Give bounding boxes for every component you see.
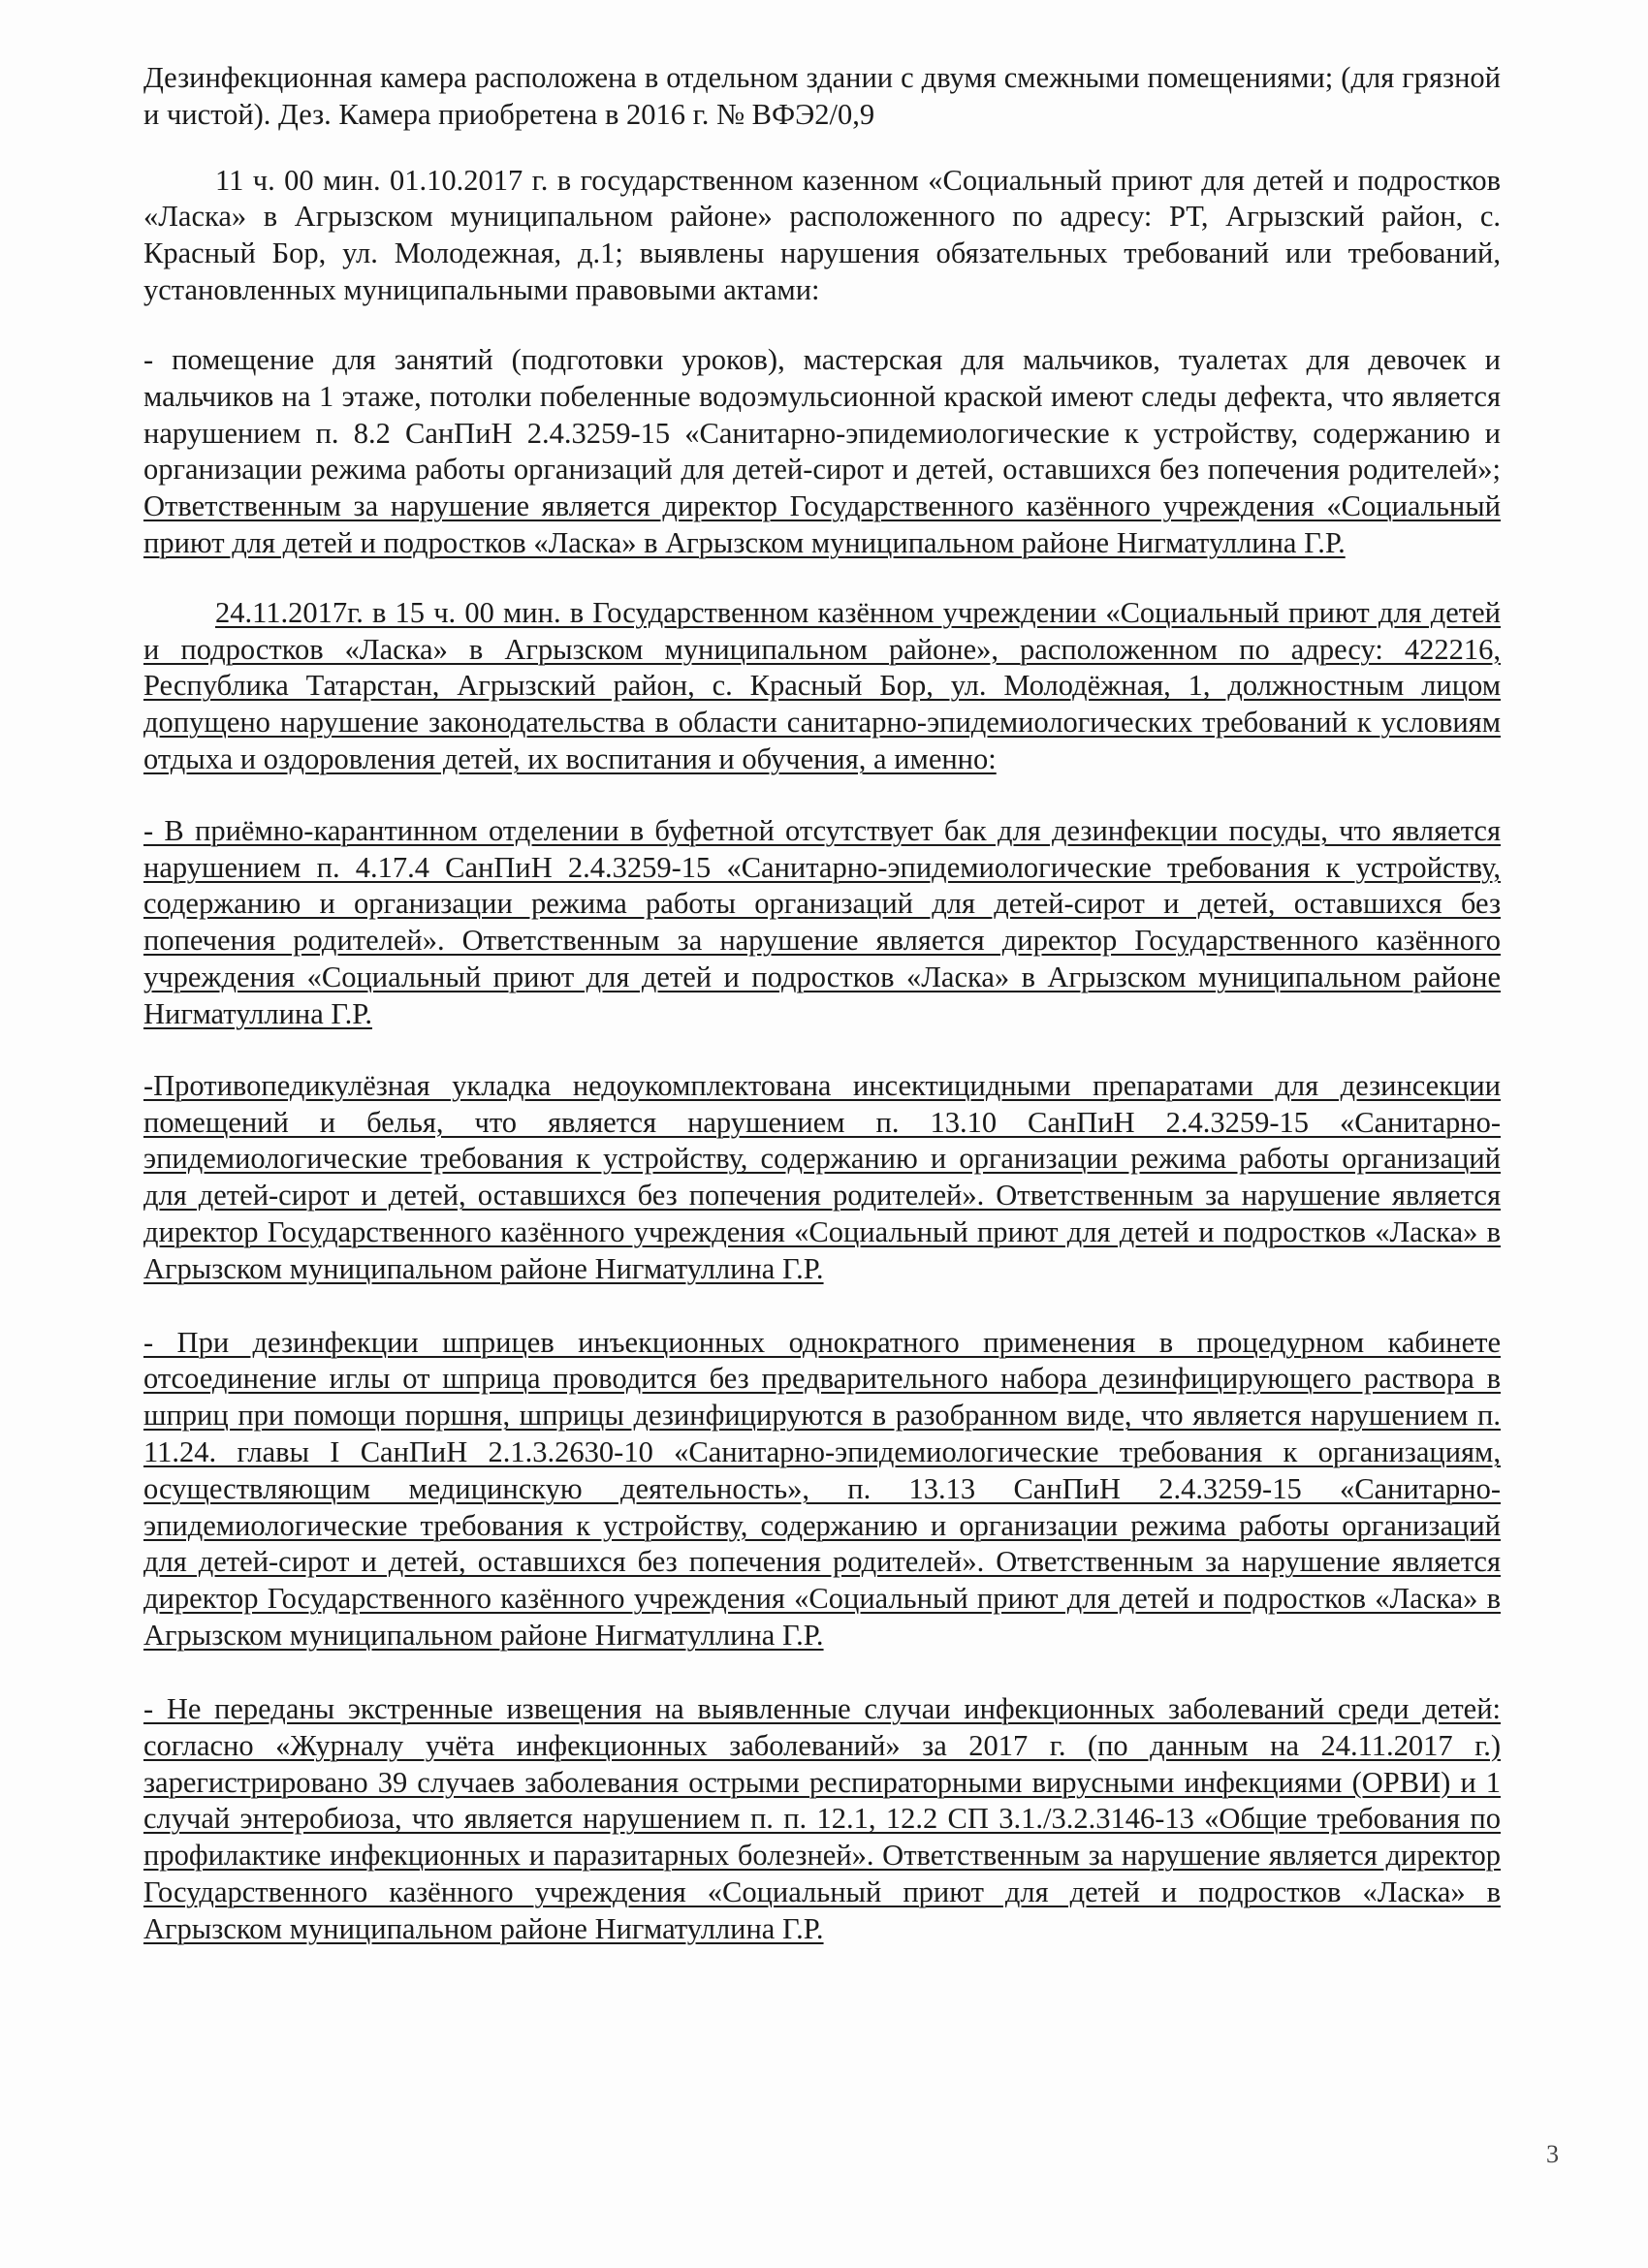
paragraph-inspection-2017-10-01: 11 ч. 00 мин. 01.10.2017 г. в государственном казенном «Социальный приют для детей и подростков «Ласка» в Агрызском муниципальном районе» расположенного по адресу: РТ, Агрызский район, с. Красный Бор, ул. Молодежная, д.1; выявлены нарушения обязательных требований или требований, установленных муниципальными правовыми актами: (143, 163, 1501, 307)
paragraph-violation-syringes: - При дезинфекции шприцев инъекционных однократного применения в процедурном кабинете отсоединение иглы от шприца проводится без предварительного набора дезинфицирующего раствора в шприц при помощи поршня, шприцы дезинфицируются в разобранном виде, что является нарушением п. 11.24. главы I СанПиН 2.1.3.2630-10 «Санитарно-эпидемиологические требования к организациям, осуществляющим медицинскую деятельность», п. 13.13 СанПиН 2.4.3259-15 «Санитарно-эпидемиологические требования к устройству, содержанию и организации режима работы организаций для детей-сирот и детей, оставшихся без попечения родителей». Ответственным за нарушение является директор Государственного казённого учреждения «Социальный приют для детей и подростков «Ласка» в Агрызском муниципальном районе Нигматуллина Г.Р. (143, 1325, 1501, 1653)
document-body (143, 60, 1501, 1948)
paragraph-disinfection-chamber: Дезинфекционная камера расположена в отдельном здании с двумя смежными помещениями; (для грязной и чистой). Дез. Камера приобретена в 2016 г. № ВФЭ2/0,9 (143, 61, 1501, 131)
paragraph-violation-pediculosis-kit: -Противопедикулёзная укладка недоукомплектована инсектицидными препаратами для дезинсекции помещений и белья, что является нарушением п. 13.10 СанПиН 2.4.3259-15 «Санитарно-эпидемиологические требования к устройству, содержанию и организации режима работы организаций для детей-сирот и детей, оставшихся без попечения родителей». Ответственным за нарушение является директор Государственного казённого учреждения «Социальный приют для детей и подростков «Ласка» в Агрызском муниципальном районе Нигматуллина Г.Р. (143, 1068, 1501, 1285)
paragraph-inspection-2017-11-24: 24.11.2017г. в 15 ч. 00 мин. в Государственном казённом учреждении «Социальный приют для детей и подростков «Ласка» в Агрызском муниципальном районе», расположенном по адресу: 422216, Республика Татарстан, Агрызский район, с. Красный Бор, ул. Молодёжная, 1, должностным лицом допущено нарушение законодательства в области санитарно-эпидемиологических требований к условиям отдыха и оздоровления детей, их воспитания и обучения, а именно: (143, 595, 1501, 775)
violation-ceilings-text: - помещение для занятий (подготовки уроков), мастерская для мальчиков, туалетах для девочек и мальчиков на 1 этаже, потолки побеленные водоэмульсионной краской имеют следы дефекта, что является нарушением п. 8.2 СанПиН 2.4.3259-15 «Санитарно-эпидемиологические к устройству, содержанию и организации режима работы организаций для детей-сирот и детей, оставшихся без попечения родителей»; (143, 342, 1501, 487)
paragraph-violation-emergency-notices: - Не переданы экстренные извещения на выявленные случаи инфекционных заболеваний среди детей: согласно «Журналу учёта инфекционных заболеваний» за 2017 г. (по данным на 24.11.2017 г.) зарегистрировано 39 случаев заболевания острыми респираторными вирусными инфекциями (ОРВИ) и 1 случай энтеробиоза, что является нарушением п. п. 12.1, 12.2 СП 3.1./3.2.3146-13 «Общие требования по профилактике инфекционных и паразитарных болезней». Ответственным за нарушение является директор Государственного казённого учреждения «Социальный приют для детей и подростков «Ласка» в Агрызском муниципальном районе Нигматуллина Г.Р. (143, 1691, 1501, 1945)
violation-ceilings-responsible: Ответственным за нарушение является директор Государственного казённого учреждения «Социальный приют для детей и подростков «Ласка» в Агрызском муниципальном районе Нигматуллина Г.Р. (143, 489, 1501, 559)
paragraph-violation-dish-tank: - В приёмно-карантинном отделении в буфетной отсутствует бак для дезинфекции посуды, что является нарушением п. 4.17.4 СанПиН 2.4.3259-15 «Санитарно-эпидемиологические требования к устройству, содержанию и организации режима работы организаций для детей-сирот и детей, оставшихся без попечения родителей». Ответственным за нарушение является директор Государственного казённого учреждения «Социальный приют для детей и подростков «Ласка» в Агрызском муниципальном районе Нигматуллина Г.Р. (143, 813, 1501, 1030)
paragraph-violation-ceilings (143, 342, 1501, 562)
page-number: 3 (1546, 2140, 1559, 2168)
